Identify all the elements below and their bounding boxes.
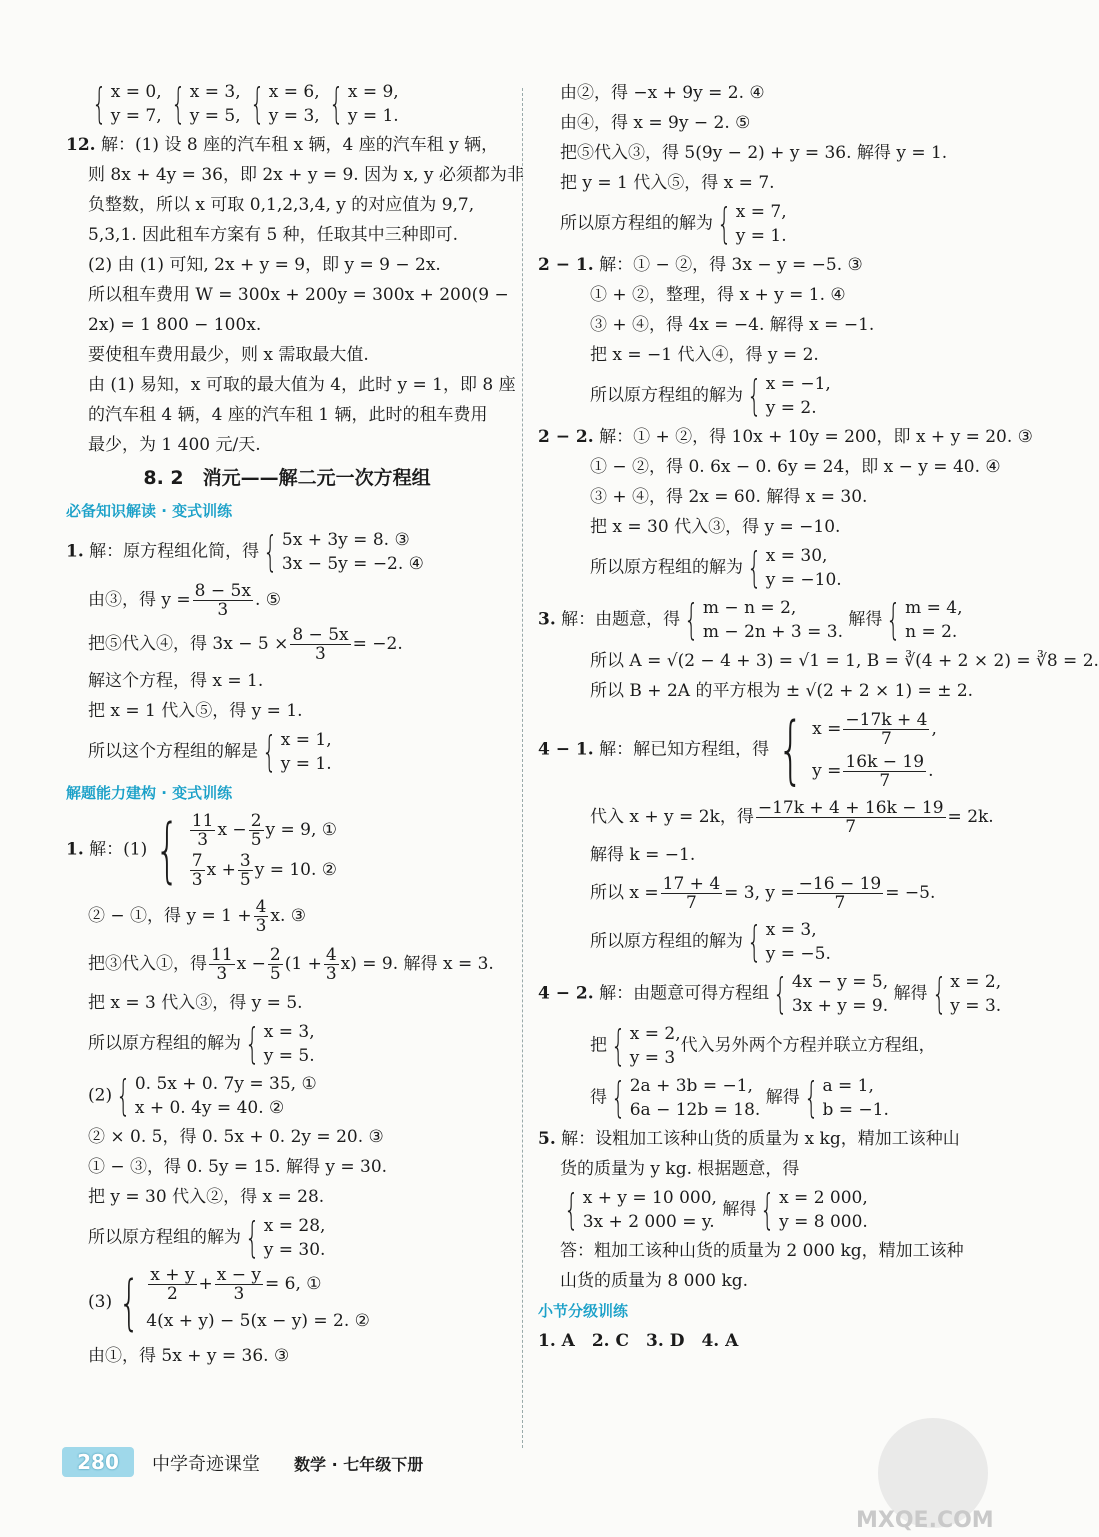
question-12: 12. 解：(1) 设 8 座的汽车租 x 辆，4 座的汽车租 y 辆， 则 8x + 4y = 36，即 2x + y = 9. 因为 x, y 必须都为非 负整数，所以 x 可取 0,1,2,3,4, y 的对应值为 9,7, 5,3,1. 因此租车方案有 5 种，任取其中三种即可. (2) 由 (1) 可知, 2x + y = 9，即 y = 9 − 2x. 所以租车费用 W = 300x + 200y = 300x + 200(9 − 2x) = 1 800 − 100x. 要使租车费用最少，则 x 需取最大值. 由 (1) 易知，x 可取的最大值为 4，此时 y = 1，即 8 座 的汽车租 4 辆，4 座的汽车租 1 辆，此时的租车费用 最少，为 1 400 元/天.: [66, 135, 524, 455]
page-footer: [62, 1447, 502, 1479]
watermark-text: MXQE.COM: [856, 1508, 994, 1533]
question-4-1: 4 − 1. 解：解已知方程组，得 { x = $\frac{-17k + 4}{7}$ , y = $\frac{16k - 19}{7}$ . 代入 x + y = 2k，得 $\frac{-17k + 4 + 16k - 19}{7}$ = 2k. 解得 k = −1. 所以 x = $\frac{17 + 4}{7}$ = 3, y = $\frac{-16 - 19}{7}$ = −5. 所以原方程组的解为 { x = 3, y = −5.: [538, 707, 994, 966]
question-5: 5. 解：设粗加工该种山货的质量为 x kg，精加工该种山 货的质量为 y kg. 根据题意，得 { x + y = 10 000, 3x + 2 000 = y. 解得 { x = 2 000, y = 8 000. 答：粗加工该种山货的质量为 2 000 kg，精加工该种 山货的质量为 8 000 kg.: [538, 1129, 964, 1291]
brand-name: 中学奇迹课堂: [152, 1454, 260, 1475]
question-3: 3. 解：由题意，得 { m − n = 2, m − 2n + 3 = 3. 解得 { m = 4, n = 2. 所以 A = √(2 − 4 + 3) = √1 = 1, B = ∛(4 + 2 × 2) = ∛8 = 2. 所以 B + 2A 的平方根为 ± √(2 + 2 × 1) = ± 2.: [538, 595, 1099, 701]
section-heading-ability: 解题能力建构 · 变式训练: [66, 784, 233, 802]
question-2-1: 2 − 1. 解：① − ②，得 3x − y = −5. ③ ① + ②，整理，得 x + y = 1. ④ ③ + ④，得 4x = −4. 解得 x = −1. 把 x = −1 代入④，得 y = 2. 所以原方程组的解为 { x = −1, y = 2.: [538, 255, 875, 420]
answers-line: 1. A 2. C 3. D 4. A: [538, 1331, 739, 1351]
left-column: [66, 78, 524, 1371]
solution-systems-row: { x = 0, y = 7, { x = 3, y = 5, { x = 6, y = 3, { x = 9, y = 1.: [92, 79, 399, 128]
page-number: 280: [62, 1447, 134, 1477]
section-heading-knowledge: 必备知识解读 · 变式训练: [66, 502, 233, 520]
question-b1: 1. 解：原方程组化简，得 { 5x + 3y = 8. ③ 3x − 5y = −2. ④ 由③，得 y = $\frac{8 - 5x}{3}$ . ⑤ 把⑤代入④，得 3x − 5 × $\frac{8 - 5x}{3}$ = −2. 解这个方程，得 x = 1. 把 x = 1 代入⑤，得 y = 1. 所以这个方程组的解是 { x = 1, y = 1.: [66, 527, 424, 776]
question-c1: 1. 解：(1) { $\frac{11}{3}$ x − $\frac{2}{5}$ y = 9, ① $\frac{7}{3}$ x + $\frac{3}{5}$ y = 10. ② ② − ①，得 y = 1 + $\frac{4}{3}$ x. ③ 把③代入①，得 $\frac{11}{3}$ x − $\frac{2}{5}$ (1 + $\frac{4}{3}$ x) = 9. 解得 x = 3. 把 x = 3 代入③，得 y = 5. 所以原方程组的解为 { x = 3, y = 5. (2) { 0. 5x + 0. 7y = 35, ① x + 0. 4y = 40. ② ② × 0. 5，得 0. 5x + 0. 2y = 20. ③ ① − ③，得 0. 5y = 15. 解得 y = 30. 把 y = 30 代入②，得 x = 28. 所以原方程组的解为 { x = 28, y = 30. (3) { $\frac{x + y}{2}$ + $\frac{x - y}{3}$ = 6, ① 4(x + y) − 5(x − y) = 2. ② 由①，得 5x + y = 36. ③: [66, 809, 494, 1366]
subject-label: 数学 · 七年级下册: [294, 1455, 424, 1474]
right-column: 由②，得 −x + 9y = 2. ④ 由④，得 x = 9y − 2. ⑤ 把⑤代入③，得 5(9y − 2) + y = 36. 解得 y = 1. 把 y = 1 代入⑤，得 x = 7. 所以原方程组的解为 { x = 7, y = 1. 2 − 1. 解：① − ②，得 3x − y = −5. ③ ① + ②，整理，得 x + y = 1. ④ ③ + ④，得 4x = −4. 解得 x = −1. 把 x = −1 代入④，得 y = 2. 所以原方程组的解为 { x = −1, y = 2. 2 − 2. 解：① + ②，得 10x + 10y = 200，即 x + y = 20. ③ ① − ②，得 0. 6x − 0. 6y = 24，即 x − y = 40. ④ ③ + ④，得 2x = 60. 解得 x = 30. 把 x = 30 代入③，得 y = −10. 所以原方程组的解为 { x = 30, y = −10. 3. 解：由题意，得 { m − n = 2, m − 2n + 3 = 3. 解得 { m = 4, n = 2. 所以 A = √(2 − 4 + 3) = √1 = 1, B = ∛(4 + 2 × 2) = ∛8 = 2. 所以 B + 2A 的平方根为 ± √(2 + 2 × 1) = ± 2. 4 − 1. 解：解已知方程组，得 { x = $\frac{-17k + 4}{7}$ , y = $\frac{16k - 19}{7}$ . 代入 x + y = 2k，得 $\frac{-17k + 4 + 16k - 19}{7}$ = 2k. 解得 k = −1. 所以 x = $\frac{17 + 4}{7}$ = 3, y = $\frac{-16 - 19}{7}$ = −5. 所以原方程组的解为 { x = 3, y = −5. 4 − 2. 解：由题意可得方程组 { 4x − y = 5, 3x + y = 9. 解得 { x = 2, y = 3. 把 { x = 2, y = 3 代入另外两个方程并联立方程组， 得 { 2a + 3b = −1, 6a − 12b = 18. 解得 { a = 1, b = −1. 5. 解：设粗加工该种山货的质量为 x kg，精加工该种山 货的质量为 y kg. 根据题意，得 { x + y = 10 000, 3x + 2 000 = y. 解得 { x = 2 000, y = 8 000. 答：粗加工该种山货的质量为 2 000 kg，精加工该种 山货的质量为 8 000 kg. 小节分级训练 1. A 2. C 3. D 4. A: [538, 78, 986, 1356]
section-title: 8. 2 消元——解二元一次方程组: [143, 467, 431, 489]
question-2-2: 2 − 2. 解：① + ②，得 10x + 10y = 200，即 x + y = 20. ③ ① − ②，得 0. 6x − 0. 6y = 24，即 x − y = 40. ④ ③ + ④，得 2x = 60. 解得 x = 30. 把 x = 30 代入③，得 y = −10. 所以原方程组的解为 { x = 30, y = −10.: [538, 427, 1033, 592]
section-heading-practice: 小节分级训练: [538, 1302, 629, 1320]
column-divider: [522, 88, 523, 1448]
question-4-2: 4 − 2. 解：由题意可得方程组 { 4x − y = 5, 3x + y = 9. 解得 { x = 2, y = 3. 把 { x = 2, y = 3 代入另外两个方程并联立方程组， 得 { 2a + 3b = −1, 6a − 12b = 18. 解得 { a = 1, b = −1.: [538, 969, 1002, 1122]
